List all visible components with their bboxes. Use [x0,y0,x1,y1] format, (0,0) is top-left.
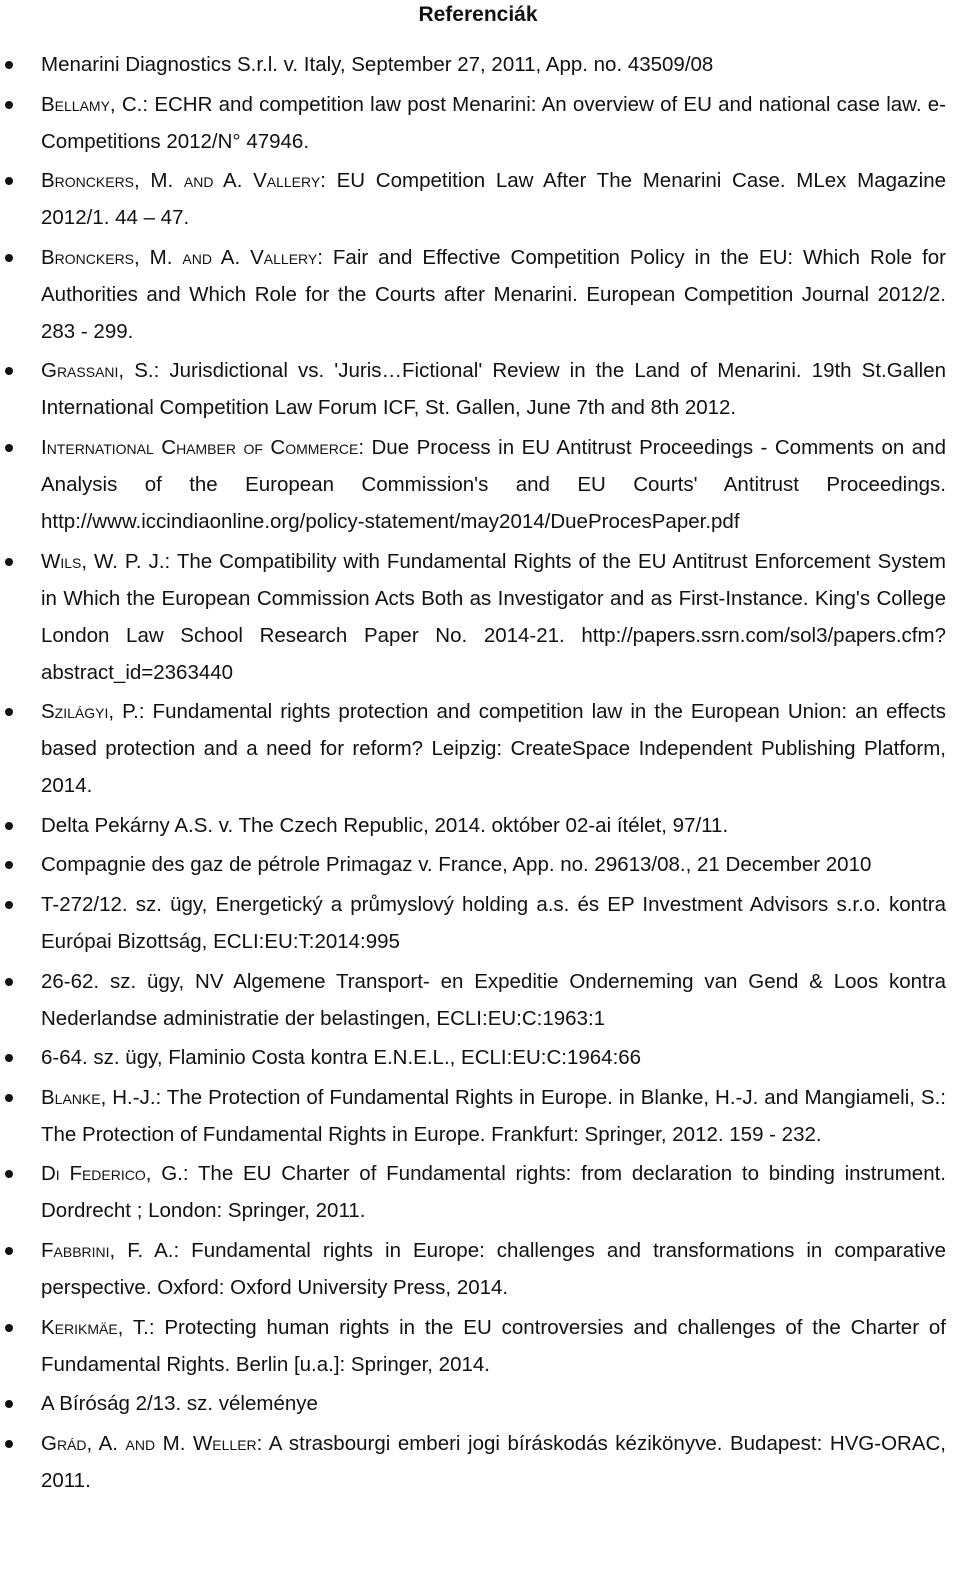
reference-text: Delta Pekárny A.S. v. The Czech Republic, 2014. október 02-ai ítélet, 97/11. [41,813,729,837]
reference-item [0,886,946,960]
reference-author: International Chamber of Commerce [41,435,359,459]
bullet-icon [5,1400,13,1408]
reference-text: : EU Competition Law After The Menarini Case. MLex Magazine 2012/1. 44 – 47. [41,169,946,230]
reference-text: : Fair and Effective Competition Policy in the EU: Which Role for Authorities and Which Role for the Courts after Menarini. European Competition Journal 2012/2. 283 - 299. [41,245,946,343]
reference-text: : Due Process in EU Antitrust Proceedings - Comments on and Analysis of the European Commission's and EU Courts' Antitrust Proceedings. http://www.iccindiaonline.org/policy-statement/may2014/DueProcesPaper.pdf [41,435,946,533]
reference-text: A Bíróság 2/13. sz. véleménye [41,1392,318,1416]
reference-author: Grassani, S. [41,359,154,383]
reference-item [0,846,946,883]
reference-list [0,46,946,1499]
reference-text: : The Compatibility with Fundamental Rights of the EU Antitrust Enforcement System in Which the European Commission Acts Both as Investigator and as First-Instance. King's College London Law School Research Paper No. 2014-21. http://papers.ssrn.com/sol3/papers.cfm?abstract_id=2363440 [41,549,946,684]
reference-text: 6-64. sz. ügy, Flaminio Costa kontra E.N.E.L., ECLI:EU:C:1964:66 [41,1046,642,1070]
reference-text: : Jurisdictional vs. 'Juris…Fictional' Review in the Land of Menarini. 19th St.Gallen International Competition Law Forum ICF, St. Gallen, June 7th and 8th 2012. [41,359,947,420]
bullet-icon [5,61,13,69]
reference-item [0,1155,946,1229]
bullet-icon [5,708,13,716]
reference-text: : Protecting human rights in the EU controversies and challenges of the Charter of Fundamental Rights. Berlin [u.a.]: Springer, 2014. [41,1315,946,1376]
reference-author: Grád, A. and M. Weller [41,1431,257,1455]
reference-text: : Fundamental rights in Europe: challenges and transformations in comparative perspective. Oxford: Oxford University Press, 2014. [41,1238,947,1299]
reference-author: Kerikmäe, T. [41,1315,149,1339]
reference-author: Bronckers, M. and A. Vallery [41,169,321,193]
reference-item [0,46,946,83]
reference-item [0,807,946,844]
bullet-icon [5,558,13,566]
reference-text: : The EU Charter of Fundamental rights: from declaration to binding instrument. Dordrecht ; London: Springer, 2011. [41,1162,946,1223]
bullet-icon [5,1247,13,1255]
reference-text: 26-62. sz. ügy, NV Algemene Transport- en Expeditie Onderneming van Gend & Loos kontra Nederlandse administratie der belastingen, ECLI:EU:C:1963:1 [41,969,946,1030]
reference-item [0,1425,946,1499]
bullet-icon [5,978,13,986]
reference-item [0,1039,946,1076]
bullet-icon [5,1170,13,1178]
reference-text: Compagnie des gaz de pétrole Primagaz v. France, App. no. 29613/08., 21 December 2010 [41,853,872,877]
reference-author: Blanke, H.-J. [41,1085,156,1109]
reference-item [0,352,946,426]
reference-item [0,1309,946,1383]
bullet-icon [5,1054,13,1062]
bullet-icon [5,101,13,109]
reference-item [0,693,946,804]
reference-text: : A strasbourgi emberi jogi bíráskodás kézikönyve. Budapest: HVG-ORAC, 2011. [41,1431,947,1492]
reference-author: Bronckers, M. and A. Vallery [41,245,318,269]
reference-author: Di Federico, G. [41,1162,183,1186]
reference-item [0,963,946,1037]
bullet-icon [5,822,13,830]
bullet-icon [5,254,13,262]
bullet-icon [5,1094,13,1102]
bullet-icon [5,367,13,375]
reference-item [0,1079,946,1153]
page-title: Referenciák [418,3,538,26]
reference-item [0,86,946,160]
bullet-icon [5,1440,13,1448]
reference-text: Menarini Diagnostics S.r.l. v. Italy, September 27, 2011, App. no. 43509/08 [41,53,714,76]
reference-author: Szilágyi, P. [41,700,139,724]
reference-author: Bellamy, C. [41,92,143,116]
reference-author: Wils, W. P. J. [41,549,165,573]
bullet-icon [5,444,13,452]
reference-item [0,543,946,691]
bullet-icon [5,177,13,185]
reference-item [0,239,946,350]
bullet-icon [5,1324,13,1332]
bullet-icon [5,901,13,909]
reference-item [0,162,946,236]
reference-text: : ECHR and competition law post Menarini: An overview of EU and national case law. e-Competitions 2012/N° 47946. [41,92,946,153]
bullet-icon [5,861,13,869]
reference-item [0,1232,946,1306]
reference-item [0,1385,946,1422]
reference-author: Fabbrini, F. A. [41,1238,174,1262]
reference-text: T-272/12. sz. ügy, Energetický a průmyslový holding a.s. és EP Investment Advisors s.r.o. kontra Európai Bizottság, ECLI:EU:T:2014:995 [41,892,946,953]
reference-text: : The Protection of Fundamental Rights in Europe. in Blanke, H.-J. and Mangiameli, S.: The Protection of Fundamental Rights in Europe. Frankfurt: Springer, 2012. 159 - 232. [41,1085,946,1146]
reference-text: : Fundamental rights protection and competition law in the European Union: an effects based protection and a need for reform? Leipzig: CreateSpace Independent Publishing Platform, 2014. [41,700,946,798]
reference-item [0,429,946,540]
